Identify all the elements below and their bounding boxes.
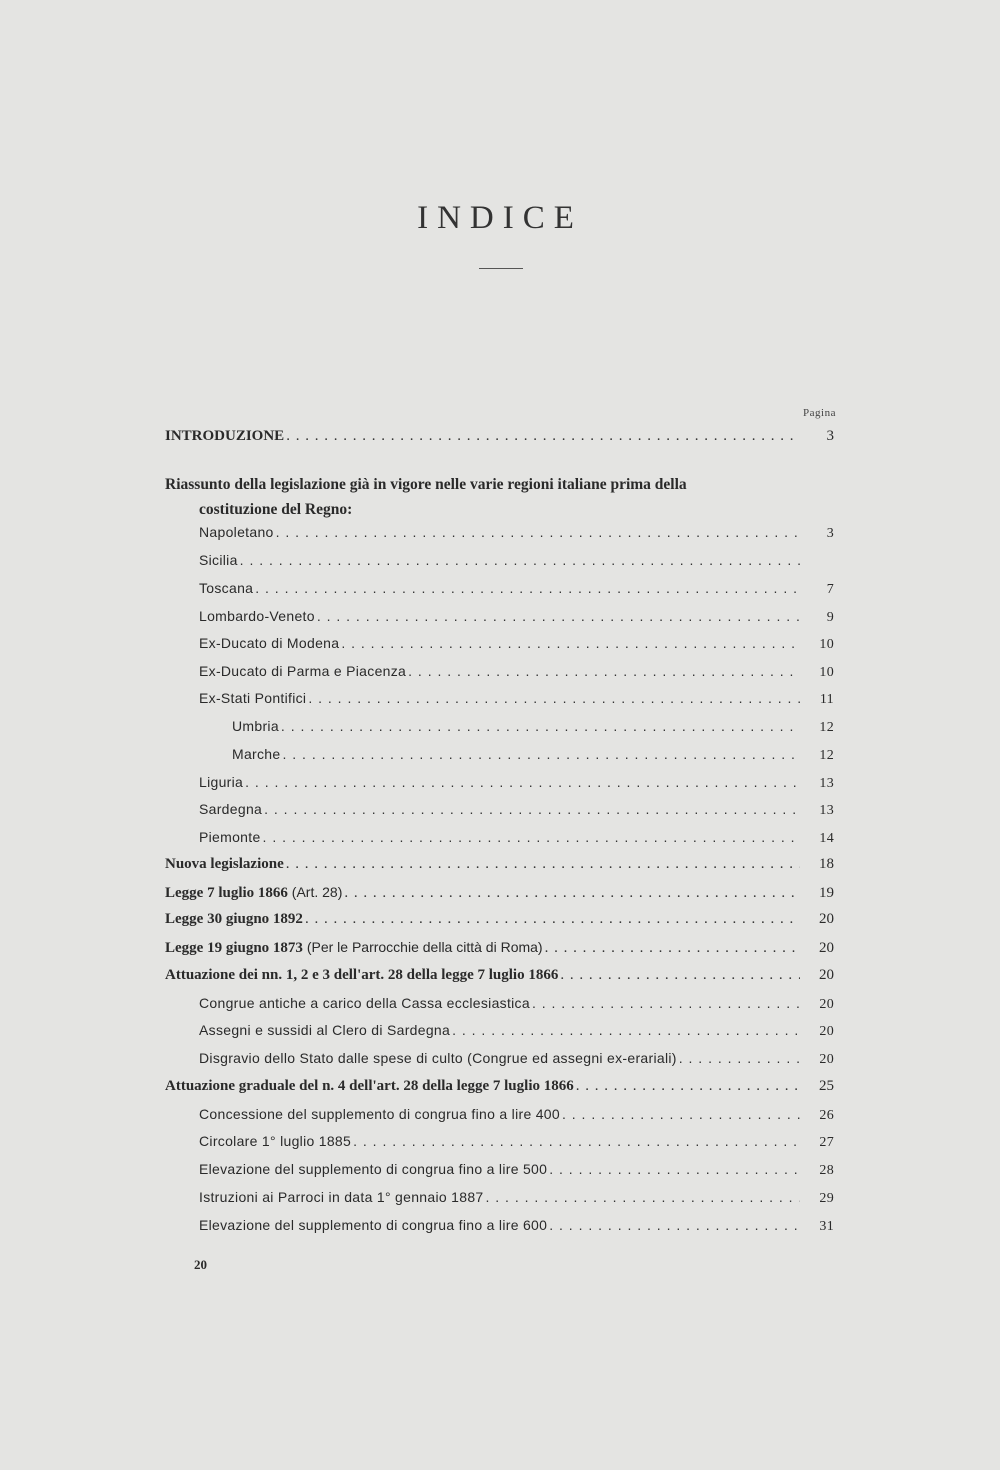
- toc-entry: [199, 690, 834, 716]
- section-heading-line2: costituzione del Regno:: [199, 501, 353, 518]
- toc-entry: [199, 1022, 834, 1048]
- toc-entry-page-number: 20: [819, 940, 834, 956]
- toc-entry-title: [165, 428, 284, 445]
- dot-leader: [408, 663, 800, 679]
- dot-leader: [549, 1161, 800, 1177]
- dot-leader: [317, 608, 800, 624]
- toc-entry: [199, 552, 834, 578]
- toc-entry-text: Ex-Stati Pontifici: [199, 690, 307, 706]
- toc-entry-text: Congrue antiche a carico della Cassa ecclesiastica: [199, 995, 530, 1011]
- toc-entry-page-number: 13: [819, 803, 834, 818]
- toc-entry-text: Assegni e sussidi al Clero di Sardegna: [199, 1022, 451, 1038]
- toc-entry-page-number: 25: [819, 1078, 834, 1094]
- toc-entry-title: [199, 1217, 547, 1233]
- dot-leader: [486, 1189, 801, 1205]
- toc-entry: [199, 524, 834, 550]
- dot-leader: [264, 801, 800, 817]
- toc-entry-title: [199, 1161, 547, 1177]
- toc-entry-bold-title: Legge 19 giugno 1873: [165, 940, 303, 956]
- toc-entry-title: [199, 1133, 351, 1149]
- toc-entry-title: [165, 856, 284, 873]
- toc-entry: [199, 995, 834, 1021]
- toc-entry-title: [199, 663, 406, 679]
- toc-entry-text: Concessione del supplemento di congrua fino a lire 400: [199, 1106, 560, 1122]
- toc-entry: [165, 967, 834, 993]
- toc-entry-title: [199, 1189, 484, 1205]
- toc-entry-page-number: 3: [826, 526, 834, 541]
- toc-entry-page-number: 20: [819, 997, 834, 1012]
- dot-leader: [341, 635, 800, 651]
- toc-entry-page-number: 20: [819, 967, 834, 983]
- dot-leader: [353, 1133, 800, 1149]
- toc-entry-title: [165, 911, 303, 928]
- toc-entry: [199, 774, 834, 800]
- toc-entry-title: [199, 1022, 450, 1038]
- toc-entry-bold-title: Legge 30 giugno 1892: [165, 911, 303, 927]
- toc-entry-page-number: 10: [819, 637, 834, 652]
- toc-entry-text: (Per le Parrocchie della città di Roma): [302, 939, 543, 955]
- toc-entry-title: [199, 524, 274, 540]
- toc-entry: [199, 635, 834, 661]
- toc-entry: [199, 1161, 834, 1187]
- section-heading: [165, 472, 805, 522]
- toc-entry-text: Ex-Ducato di Parma e Piacenza: [199, 663, 407, 679]
- toc-entry-title: [199, 552, 238, 568]
- toc-entry-title: [199, 635, 339, 651]
- section-heading-line1: Riassunto della legislazione già in vigore nelle varie regioni italiane prima della: [165, 476, 687, 493]
- toc-entry-text: Piemonte: [199, 829, 261, 845]
- toc-entry: [199, 608, 834, 634]
- toc-entry-page-number: 7: [826, 582, 834, 597]
- toc-entry-text: Marche: [232, 746, 281, 762]
- toc-entry: [199, 580, 834, 606]
- toc-entry-bold-title: INTRODUZIONE: [165, 428, 285, 444]
- dot-leader: [560, 967, 800, 984]
- toc-entry-page-number: 20: [819, 1052, 834, 1067]
- toc-entry-bold-title: Nuova legislazione: [165, 856, 284, 872]
- dot-leader: [282, 746, 800, 762]
- toc-entry-page-number: 11: [819, 692, 834, 707]
- toc-entry-text: Circolare 1° luglio 1885: [199, 1133, 352, 1149]
- dot-leader: [562, 1106, 800, 1122]
- dot-leader: [305, 911, 800, 928]
- toc-entry-text: Toscana: [199, 580, 254, 596]
- dot-leader: [255, 580, 800, 596]
- dot-leader: [240, 552, 800, 568]
- toc-entry-title: [199, 608, 315, 624]
- toc-entry-text: Umbria: [232, 718, 279, 734]
- toc-entry-bold-title: Attuazione graduale del n. 4 dell'art. 28 della legge 7 luglio 1866: [165, 1078, 574, 1094]
- toc-entry-page-number: 9: [826, 610, 834, 625]
- toc-entry-title: [199, 1106, 560, 1122]
- dot-leader: [545, 940, 800, 957]
- toc-entry-text: Elevazione del supplemento di congrua fino a lire 500: [199, 1161, 548, 1177]
- dot-leader: [281, 718, 800, 734]
- toc-entry-title: [232, 718, 279, 734]
- dot-leader: [576, 1078, 800, 1095]
- toc-entry-text: Elevazione del supplemento di congrua fino a lire 600: [199, 1217, 548, 1233]
- toc-entry-text: Sardegna: [199, 801, 263, 817]
- toc-entry: [199, 663, 834, 689]
- toc-entry-title: [199, 690, 306, 706]
- dot-leader: [245, 774, 800, 790]
- toc-entry: [165, 939, 834, 965]
- toc-entry-title: [165, 967, 558, 984]
- toc-entry-title: [199, 580, 253, 596]
- toc-entry-title: [199, 995, 530, 1011]
- toc-entry-page-number: 26: [819, 1108, 834, 1123]
- dot-leader: [452, 1022, 800, 1038]
- dot-leader: [679, 1050, 800, 1066]
- toc-entry: [165, 911, 834, 937]
- toc-entry-page-number: 19: [819, 885, 834, 901]
- toc-entry-text: Disgravio dello Stato dalle spese di culto (Congrue ed assegni ex-erariali): [199, 1050, 677, 1066]
- dot-leader: [263, 829, 800, 845]
- toc-entry-page-number: 27: [819, 1135, 834, 1150]
- toc-entry-text: Lombardo-Veneto: [199, 608, 315, 624]
- toc-entry: [232, 746, 834, 772]
- toc-entry: [165, 428, 834, 454]
- toc-entry-page-number: 18: [819, 856, 834, 872]
- toc-entry-page-number: 13: [819, 776, 834, 791]
- toc-entry-title: [165, 884, 342, 902]
- toc-entry: [199, 829, 834, 855]
- toc-entry-page-number: 14: [819, 831, 834, 846]
- dot-leader: [286, 856, 800, 873]
- toc-entry-page-number: 20: [819, 1024, 834, 1039]
- toc-entry: [199, 1106, 834, 1132]
- toc-entry-page-number: 10: [819, 665, 834, 680]
- toc-entry-page-number: 29: [819, 1191, 834, 1206]
- dot-leader: [532, 995, 800, 1011]
- toc-entry-title: [199, 774, 243, 790]
- toc-entry-title: [199, 801, 262, 817]
- page-title: INDICE: [417, 200, 583, 236]
- dot-leader: [308, 690, 800, 706]
- toc-entry: [199, 1189, 834, 1215]
- toc-entry: [165, 1078, 834, 1104]
- toc-entry-title: [199, 1050, 677, 1066]
- dot-leader: [286, 428, 800, 445]
- toc-entry: [232, 718, 834, 744]
- toc-entry: [199, 801, 834, 827]
- toc-entry-title: [165, 1078, 574, 1095]
- toc-entry: [199, 1217, 834, 1243]
- dot-leader: [276, 524, 800, 540]
- title-rule: [479, 268, 523, 269]
- toc-entry-text: (Art. 28): [287, 884, 343, 900]
- toc-entry-title: [165, 939, 543, 957]
- toc-entry-page-number: 12: [819, 748, 834, 763]
- toc-entry-text: Istruzioni ai Parroci in data 1° gennaio 1887: [199, 1189, 484, 1205]
- dot-leader: [549, 1217, 800, 1233]
- pagina-column-label: Pagina: [803, 407, 836, 419]
- dot-leader: [344, 885, 800, 902]
- toc-entry-text: Ex-Ducato di Modena: [199, 635, 340, 651]
- toc-entry-page-number: 3: [826, 428, 834, 444]
- toc-entry: [165, 884, 834, 910]
- toc-entry: [199, 1133, 834, 1159]
- toc-entry-page-number: 28: [819, 1163, 834, 1178]
- toc-entry-bold-title: Attuazione dei nn. 1, 2 e 3 dell'art. 28 della legge 7 luglio 1866: [165, 967, 559, 983]
- toc-entry-title: [232, 746, 280, 762]
- toc-entry-page-number: 31: [819, 1219, 834, 1234]
- toc-entry-page-number: 20: [819, 911, 834, 927]
- toc-entry-bold-title: Legge 7 luglio 1866: [165, 885, 288, 901]
- toc-entry-text: Liguria: [199, 774, 244, 790]
- toc-entry-text: Napoletano: [199, 524, 274, 540]
- toc-entry: [199, 1050, 834, 1076]
- toc-entry-title: [199, 829, 261, 845]
- page-folio: 20: [194, 1257, 207, 1272]
- toc-entry: [165, 856, 834, 882]
- toc-entry-text: Sicilia: [199, 552, 238, 568]
- toc-entry-page-number: 12: [819, 720, 834, 735]
